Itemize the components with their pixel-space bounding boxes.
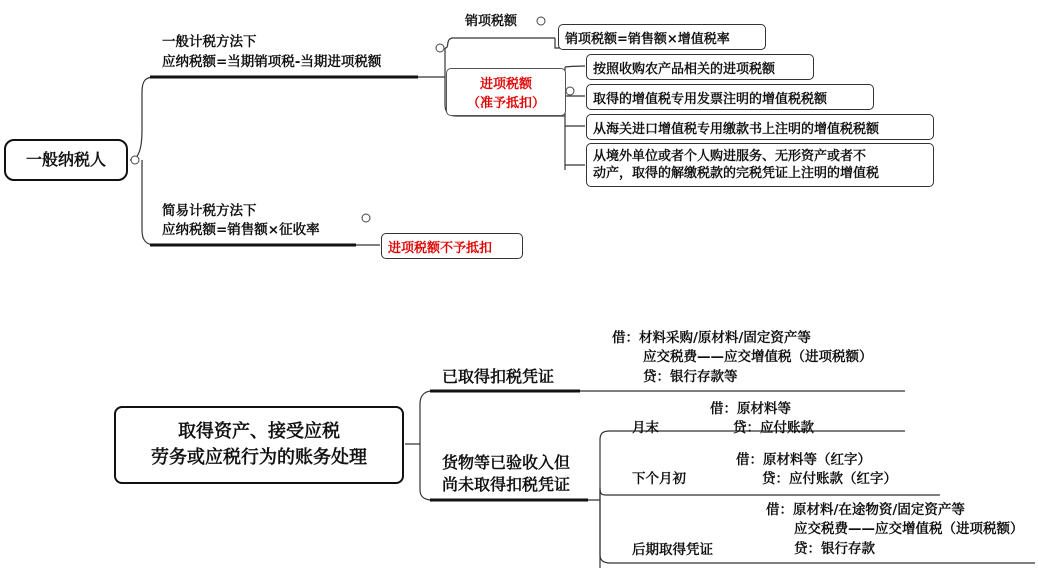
later-credit: 贷：银行存款 xyxy=(794,541,875,557)
next-month-credit: 贷：应付账款（红字） xyxy=(762,471,897,487)
month-end-label: 月末 xyxy=(632,420,659,436)
output-tax-detail: 销项税额=销售额×增值税率 xyxy=(558,24,766,50)
root-accounting-treatment xyxy=(114,406,404,484)
root2-line1: 取得资产、接受应税 xyxy=(178,421,340,442)
input-tax-item-3: 从海关进口增值税专用缴款书上注明的增值税税额 xyxy=(586,114,934,140)
not-obtained-label-2: 尚未取得扣税凭证 xyxy=(442,475,571,494)
input-tax-item-1: 按照收购农产品相关的进项税额 xyxy=(586,54,814,80)
obtained-debit: 借：材料采购/原材料/固定资产等 xyxy=(612,330,811,346)
next-month-label: 下个月初 xyxy=(632,471,686,487)
later-debit2: 应交税费——应交增值税（进项税额） xyxy=(794,521,1024,537)
input-tax-item-4: 从境外单位或者个人购进服务、无形资产或者不 动产，取得的解缴税款的完税凭证上注明的增值税 xyxy=(586,143,934,187)
output-tax-label: 销项税额 xyxy=(465,14,518,29)
root-general-taxpayer xyxy=(4,139,128,181)
input-tax-label: 进项税额 xyxy=(479,77,532,92)
general-method-formula: 应纳税额=当期销项税-当期进项税额 xyxy=(162,54,382,70)
next-month-debit: 借：原材料等（红字） xyxy=(736,452,871,468)
month-end-credit: 贷：应付账款 xyxy=(733,420,814,436)
root2-line2: 劳务或应税行为的账务处理 xyxy=(151,447,367,468)
obtained-debit2: 应交税费——应交增值税（进项税额） xyxy=(643,349,873,365)
month-end-debit: 借：原材料等 xyxy=(710,401,791,417)
input-tax-node xyxy=(446,68,566,116)
input-tax-item-2: 取得的增值税专用发票注明的增值税税额 xyxy=(586,84,874,110)
later-debit: 借：原材料/在途物资/固定资产等 xyxy=(766,502,965,518)
later-label: 后期取得凭证 xyxy=(632,542,713,558)
simple-method-note: 进项税额不予抵扣 xyxy=(381,233,523,259)
simple-method-title: 简易计税方法下 xyxy=(162,203,257,219)
general-method-title: 一般计税方法下 xyxy=(162,34,257,50)
obtained-voucher-label: 已取得扣税凭证 xyxy=(442,367,555,386)
obtained-credit: 贷：银行存款等 xyxy=(643,369,738,385)
root-label: 一般纳税人 xyxy=(25,150,106,169)
not-obtained-label-1: 货物等已验收入但 xyxy=(442,453,571,472)
input-tax-note: （准予抵扣） xyxy=(466,96,545,111)
simple-method-formula: 应纳税额=销售额×征收率 xyxy=(162,222,320,238)
